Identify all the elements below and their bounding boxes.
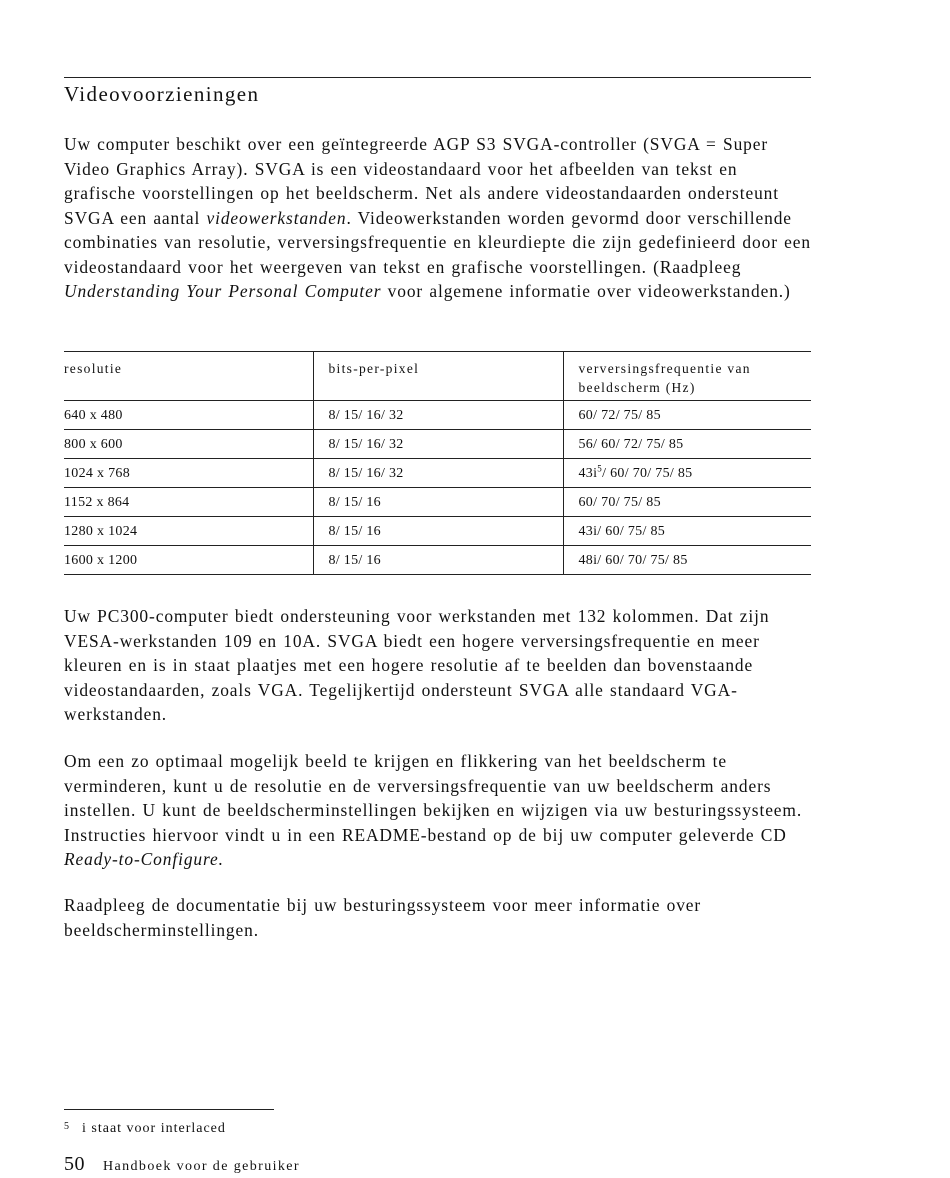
section-top-rule: [64, 77, 811, 78]
section-title: Videovoorzieningen: [64, 82, 260, 106]
intro-text-3: voor algemene informatie over videowerkstanden.): [381, 281, 791, 301]
cell-frequency: 56/ 60/ 72/ 75/ 85: [563, 430, 811, 459]
intro-paragraph: [64, 132, 814, 304]
table-row: [64, 546, 811, 575]
cell-bpp: 8/ 15/ 16: [313, 488, 563, 517]
header-resolution: resolutie: [64, 361, 123, 376]
cell-resolution: 1600 x 1200: [64, 553, 138, 568]
video-modes-table: [64, 351, 811, 575]
footnote: [64, 1121, 226, 1137]
page-footer: [64, 1153, 300, 1176]
intro-text-1: Uw computer beschikt over een geïntegreerde AGP S3 SVGA-controller (SVGA = Super Video Graphics Array). SVGA is een videostandaard voor het afbeelden van tekst en grafische voorstellingen op het beeldscherm. Net als andere videostandaarden ondersteunt SVGA een aantal: [64, 134, 780, 228]
table-row: [64, 401, 811, 430]
cell-bpp: 8/ 15/ 16: [313, 546, 563, 575]
body-paragraph-documentation: Raadpleeg de documentatie bij uw besturingssysteem voor meer informatie over beeldscherminstellingen.: [64, 895, 702, 940]
body-paragraph-display-settings: [64, 749, 814, 872]
cell-resolution: 800 x 600: [64, 437, 123, 452]
cell-frequency: 48i/ 60/ 70/ 75/ 85: [563, 546, 811, 575]
cell-resolution: 1280 x 1024: [64, 524, 138, 539]
cell-frequency-prefix: 43i: [578, 466, 598, 481]
cell-frequency: 60/ 72/ 75/ 85: [563, 401, 811, 430]
header-bits-per-pixel: bits-per-pixel: [313, 352, 563, 401]
cell-frequency-rest: / 60/ 70/ 75/ 85: [602, 466, 693, 481]
page-number: 50: [64, 1153, 85, 1175]
footnote-text: i staat voor interlaced: [82, 1121, 226, 1136]
table-row: [64, 488, 811, 517]
footnote-mark: 5: [64, 1121, 70, 1132]
cell-frequency: [563, 459, 811, 488]
table-header-row: [64, 352, 811, 401]
cell-resolution: 1152 x 864: [64, 495, 130, 510]
footnote-rule: [64, 1109, 274, 1110]
book-title: Handboek voor de gebruiker: [103, 1159, 300, 1174]
body-paragraph-italic: Ready-to-Configure.: [64, 849, 224, 869]
table-row: [64, 430, 811, 459]
cell-bpp: 8/ 15/ 16/ 32: [313, 459, 563, 488]
header-refresh-rate: verversingsfrequentie van beeldscherm (Hz): [563, 352, 811, 401]
body-paragraph-svga-support: Uw PC300-computer biedt ondersteuning voor werkstanden met 132 kolommen. Dat zijn VESA-werkstanden 109 en 10A. SVGA biedt een hogere verversingsfrequentie en meer kleuren en is in staat plaatjes met een hogere resolutie af te beelden dan bovenstaande videostandaarden, zoals VGA. Tegelijkertijd ondersteunt SVGA alle standaard VGA-werkstanden.: [64, 606, 770, 724]
cell-resolution: 1024 x 768: [64, 466, 130, 481]
cell-bpp: 8/ 15/ 16: [313, 517, 563, 546]
table-row: [64, 517, 811, 546]
intro-italic-2: Understanding Your Personal Computer: [64, 281, 382, 301]
body-paragraph-text: Om een zo optimaal mogelijk beeld te krijgen en flikkering van het beeldscherm te verminderen, kunt u de resolutie en de verversingsfrequentie van uw beeldscherm anders instellen. U kunt de beeldscherminstellingen bekijken en wijzigen via uw besturingssysteem. Instructies hiervoor vindt u in een README-bestand op de bij uw computer geleverde CD: [64, 751, 803, 845]
cell-frequency: 43i/ 60/ 75/ 85: [563, 517, 811, 546]
table-row: [64, 459, 811, 488]
cell-bpp: 8/ 15/ 16/ 32: [313, 430, 563, 459]
cell-bpp: 8/ 15/ 16/ 32: [313, 401, 563, 430]
intro-text-2: . Videowerkstanden worden gevormd door verschillende combinaties van resolutie, verversingsfrequentie en kleurdiepte die zijn gedefinieerd door een videostandaard voor het weergeven van tekst en grafische voorstellingen. (Raadpleeg: [64, 207, 811, 277]
cell-frequency: 60/ 70/ 75/ 85: [563, 488, 811, 517]
cell-resolution: 640 x 480: [64, 408, 123, 423]
intro-italic-1: videowerkstanden: [206, 207, 347, 228]
footnote-reference: 5: [597, 463, 603, 474]
